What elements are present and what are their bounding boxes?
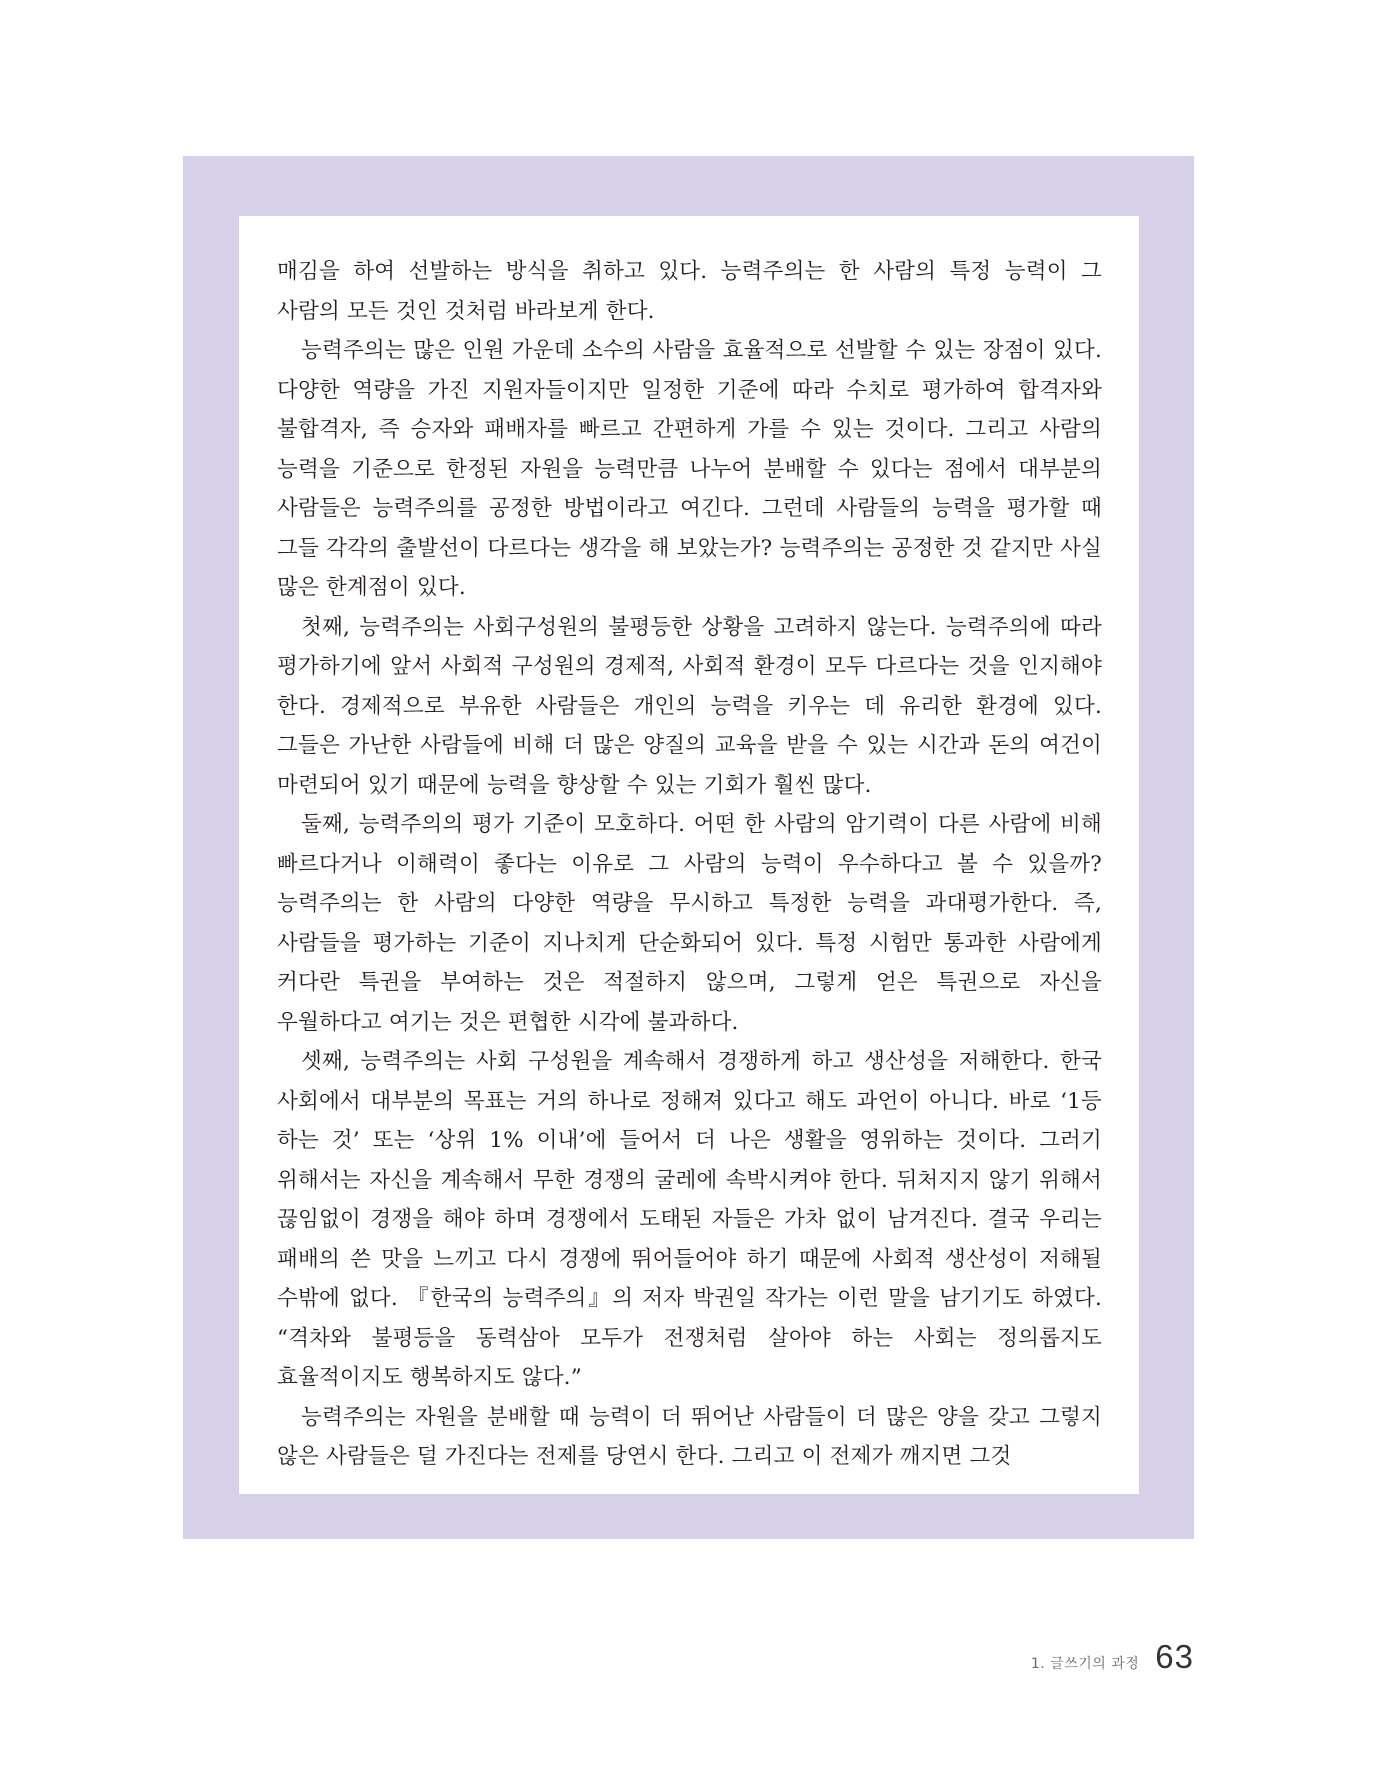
paragraph-6: 능력주의는 자원을 분배할 때 능력이 더 뛰어난 사람들이 더 많은 양을 갖고 그렇지 않은 사람들은 덜 가진다는 전제를 당연시 한다. 그리고 이 전제가 깨지면 그것 — [277, 1404, 1102, 1469]
paragraph-4: 둘째, 능력주의의 평가 기준이 모호하다. 어떤 한 사람의 암기력이 다른 사람에 비해 빠르다거나 이해력이 좋다는 이유로 그 사람의 능력이 우수하다고 볼 수 있을까? 능력주의는 한 사람의 다양한 역량을 무시하고 특정한 능력을 과대평가한다. 즉, 사람들을 평가하는 기준이 지나치게 단순화되어 있다. 특정 시험만 통과한 사람에게 커다란 특권을 부여하는 것은 적절하지 않으며, 그렇게 얻은 특권으로 자신을 우월하다고 여기는 것은 편협한 시각에 불과하다. — [277, 812, 1102, 1035]
text-box-panel — [239, 216, 1139, 1494]
running-head: 1. 글쓰기의 과정 — [1030, 1656, 1140, 1672]
paragraph-1: 매김을 하여 선발하는 방식을 취하고 있다. 능력주의는 한 사람의 특정 능력이 그 사람의 모든 것인 것처럼 바라보게 한다. — [277, 259, 1102, 324]
page-number: 63 — [1155, 1638, 1194, 1675]
page-footer — [0, 1638, 1194, 1678]
paragraph-5: 셋째, 능력주의는 사회 구성원을 계속해서 경쟁하게 하고 생산성을 저해한다. 한국 사회에서 대부분의 목표는 거의 하나로 정해져 있다고 해도 과언이 아니다. 바로 ‘1등 하는 것’ 또는 ‘상위 1% 이내’에 들어서 더 나은 생활을 영위하는 것이다. 그러기 위해서는 자신을 계속해서 무한 경쟁의 굴레에 속박시켜야 한다. 뒤처지지 않기 위해서 끊임없이 경쟁을 해야 하며 경쟁에서 도태된 자들은 가차 없이 남겨진다. 결국 우리는 패배의 쓴 맛을 느끼고 다시 경쟁에 뛰어들어야 하기 때문에 사회적 생산성이 저해될 수밖에 없다. 『한국의 능력주의』의 저자 박권일 작가는 이런 말을 남기기도 하였다. “격차와 불평등을 동력삼아 모두가 전쟁처럼 살아야 하는 사회는 정의롭지도 효율적이지도 행복하지도 않다.” — [277, 1049, 1102, 1390]
paragraph-3: 첫째, 능력주의는 사회구성원의 불평등한 상황을 고려하지 않는다. 능력주의에 따라 평가하기에 앞서 사회적 구성원의 경제적, 사회적 환경이 모두 다르다는 것을 인지해야 한다. 경제적으로 부유한 사람들은 개인의 능력을 키우는 데 유리한 환경에 있다. 그들은 가난한 사람들에 비해 더 많은 양질의 교육을 받을 수 있는 시간과 돈의 여건이 마련되어 있기 때문에 능력을 향상할 수 있는 기회가 훨씬 많다. — [277, 614, 1102, 798]
paragraph-2: 능력주의는 많은 인원 가운데 소수의 사람을 효율적으로 선발할 수 있는 장점이 있다. 다양한 역량을 가진 지원자들이지만 일정한 기준에 따라 수치로 평가하여 합격자와 불합격자, 즉 승자와 패배자를 빠르고 간편하게 가를 수 있는 것이다. 그리고 사람의 능력을 기준으로 한정된 자원을 능력만큼 나누어 분배할 수 있다는 점에서 대부분의 사람들은 능력주의를 공정한 방법이라고 여긴다. 그런데 사람들의 능력을 평가할 때 그들 각각의 출발선이 다르다는 생각을 해 보았는가? 능력주의는 공정한 것 같지만 사실 많은 한계점이 있다. — [277, 338, 1102, 600]
text-box-frame — [183, 156, 1194, 1539]
